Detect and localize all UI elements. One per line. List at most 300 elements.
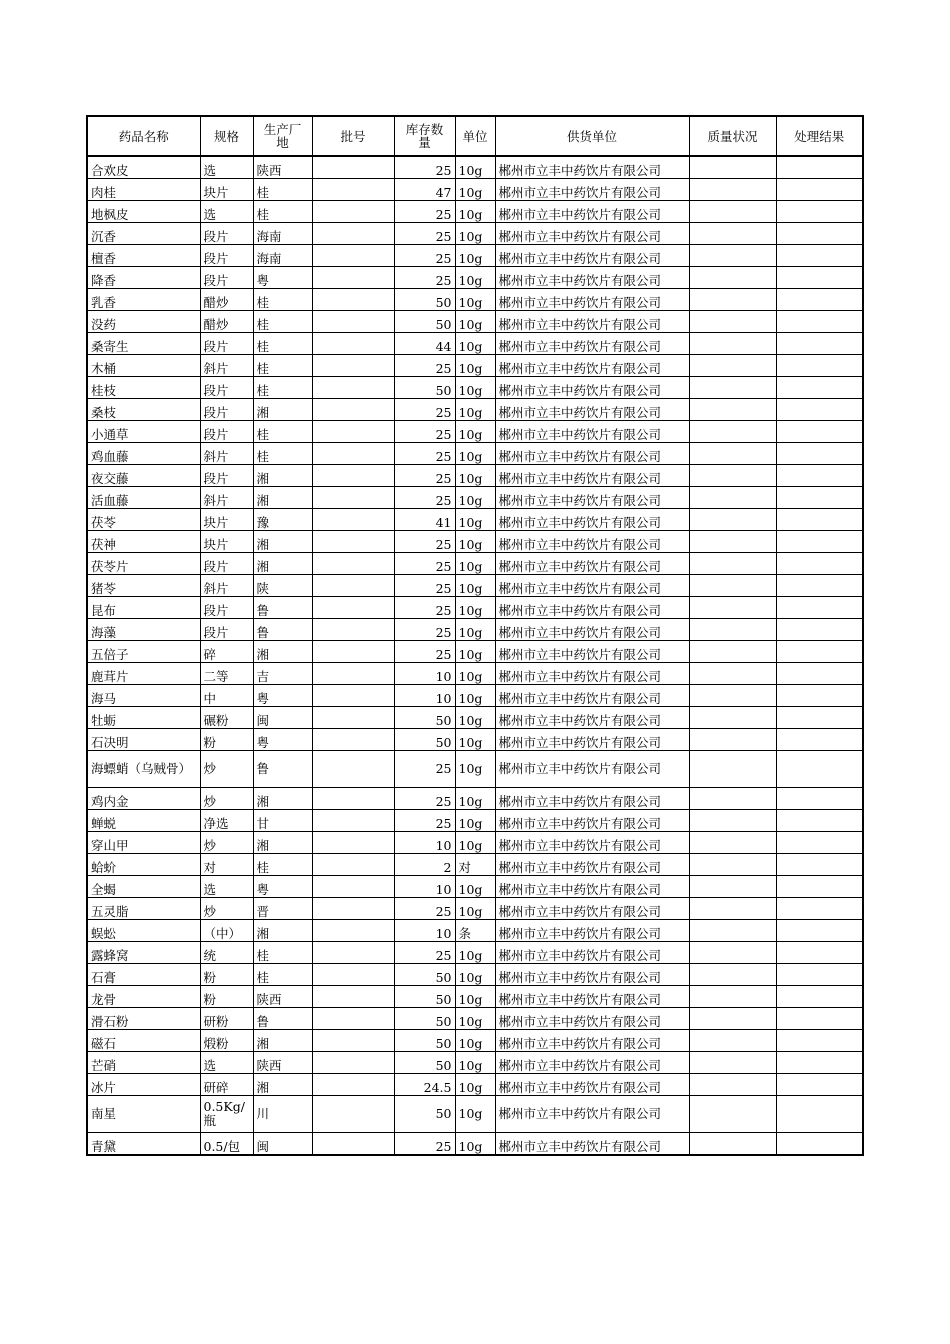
cell-spec: 段片 [200,333,253,355]
cell-supplier: 郴州市立丰中药饮片有限公司 [495,986,689,1008]
cell-spec: 段片 [200,245,253,267]
cell-origin: 桂 [253,942,312,964]
cell-quantity: 25 [394,399,455,421]
cell-supplier: 郴州市立丰中药饮片有限公司 [495,1052,689,1074]
cell-name: 降香 [87,267,200,289]
cell-spec: 醋炒 [200,289,253,311]
cell-quality [689,1096,776,1133]
cell-unit: 10g [455,575,495,597]
cell-unit: 10g [455,465,495,487]
cell-origin: 鲁 [253,619,312,641]
cell-supplier: 郴州市立丰中药饮片有限公司 [495,201,689,223]
cell-unit: 10g [455,421,495,443]
cell-spec: 选 [200,201,253,223]
cell-result [776,311,863,333]
cell-quality [689,311,776,333]
cell-result [776,619,863,641]
cell-quantity: 25 [394,223,455,245]
cell-unit: 10g [455,876,495,898]
cell-spec: 粉 [200,986,253,1008]
table-row [87,832,863,854]
cell-supplier: 郴州市立丰中药饮片有限公司 [495,1008,689,1030]
cell-origin: 湘 [253,641,312,663]
cell-quantity: 50 [394,1030,455,1052]
cell-quality [689,377,776,399]
cell-result [776,751,863,788]
cell-name: 五灵脂 [87,898,200,920]
cell-name: 五倍子 [87,641,200,663]
cell-batch [312,1096,394,1133]
cell-unit: 10g [455,1030,495,1052]
cell-quality [689,245,776,267]
cell-spec: 炒 [200,751,253,788]
cell-result [776,421,863,443]
cell-quality [689,729,776,751]
cell-supplier: 郴州市立丰中药饮片有限公司 [495,443,689,465]
cell-name: 海藻 [87,619,200,641]
table-row [87,1133,863,1156]
cell-quality [689,1030,776,1052]
cell-supplier: 郴州市立丰中药饮片有限公司 [495,619,689,641]
cell-unit: 10g [455,898,495,920]
cell-spec: 选 [200,876,253,898]
table-row [87,619,863,641]
cell-name: 木桶 [87,355,200,377]
cell-quality [689,619,776,641]
cell-batch [312,289,394,311]
cell-origin: 湘 [253,487,312,509]
cell-quality [689,788,776,810]
table-row [87,399,863,421]
cell-supplier: 郴州市立丰中药饮片有限公司 [495,487,689,509]
cell-quality [689,641,776,663]
cell-batch [312,854,394,876]
cell-supplier: 郴州市立丰中药饮片有限公司 [495,333,689,355]
cell-origin: 湘 [253,399,312,421]
cell-name: 蛤蚧 [87,854,200,876]
cell-origin: 桂 [253,289,312,311]
table-row [87,810,863,832]
header-quantity: 库存数量 [394,116,455,156]
cell-result [776,267,863,289]
cell-origin: 陕西 [253,1052,312,1074]
cell-name: 活血藤 [87,487,200,509]
cell-origin: 湘 [253,531,312,553]
cell-unit: 10g [455,377,495,399]
cell-quantity: 44 [394,333,455,355]
cell-quantity: 50 [394,311,455,333]
cell-quantity: 25 [394,201,455,223]
cell-result [776,1133,863,1156]
cell-quantity: 24.5 [394,1074,455,1096]
cell-supplier: 郴州市立丰中药饮片有限公司 [495,311,689,333]
table-row [87,663,863,685]
table-row [87,788,863,810]
cell-quantity: 25 [394,751,455,788]
cell-spec: 醋炒 [200,311,253,333]
cell-name: 石膏 [87,964,200,986]
cell-spec: 炒 [200,788,253,810]
cell-result [776,832,863,854]
cell-result [776,854,863,876]
cell-quality [689,399,776,421]
cell-quantity: 10 [394,876,455,898]
cell-origin: 海南 [253,223,312,245]
cell-batch [312,920,394,942]
cell-result [776,810,863,832]
table-row [87,179,863,201]
cell-unit: 10g [455,751,495,788]
cell-origin: 桂 [253,443,312,465]
cell-unit: 10g [455,1096,495,1133]
cell-batch [312,788,394,810]
cell-unit: 10g [455,597,495,619]
cell-spec: 段片 [200,597,253,619]
cell-batch [312,597,394,619]
cell-batch [312,553,394,575]
cell-spec: 0.5Kg/瓶 [200,1096,253,1133]
cell-batch [312,1052,394,1074]
cell-result [776,465,863,487]
cell-origin: 闽 [253,707,312,729]
cell-unit: 10g [455,729,495,751]
cell-unit: 10g [455,531,495,553]
cell-batch [312,443,394,465]
cell-result [776,245,863,267]
cell-supplier: 郴州市立丰中药饮片有限公司 [495,575,689,597]
cell-batch [312,641,394,663]
cell-quality [689,289,776,311]
table-row [87,201,863,223]
cell-supplier: 郴州市立丰中药饮片有限公司 [495,399,689,421]
cell-supplier: 郴州市立丰中药饮片有限公司 [495,1074,689,1096]
cell-quality [689,964,776,986]
cell-spec: 斜片 [200,487,253,509]
cell-supplier: 郴州市立丰中药饮片有限公司 [495,707,689,729]
cell-origin: 粤 [253,685,312,707]
cell-quality [689,1008,776,1030]
cell-supplier: 郴州市立丰中药饮片有限公司 [495,788,689,810]
cell-name: 夜交藤 [87,465,200,487]
cell-unit: 10g [455,311,495,333]
cell-result [776,575,863,597]
cell-unit: 10g [455,333,495,355]
header-name: 药品名称 [87,116,200,156]
cell-unit: 10g [455,832,495,854]
cell-spec: 粉 [200,729,253,751]
cell-spec: 碾粉 [200,707,253,729]
table-row [87,245,863,267]
cell-name: 茯苓 [87,509,200,531]
table-row [87,289,863,311]
cell-spec: 段片 [200,399,253,421]
cell-spec: 碎 [200,641,253,663]
cell-quantity: 25 [394,641,455,663]
cell-origin: 桂 [253,854,312,876]
table-row [87,641,863,663]
table-row [87,707,863,729]
table-row [87,964,863,986]
cell-spec: 粉 [200,964,253,986]
header-spec: 规格 [200,116,253,156]
cell-origin: 湘 [253,553,312,575]
cell-quality [689,832,776,854]
cell-spec: 斜片 [200,443,253,465]
header-supplier: 供货单位 [495,116,689,156]
cell-quantity: 25 [394,355,455,377]
cell-name: 小通草 [87,421,200,443]
cell-batch [312,986,394,1008]
cell-name: 海螵蛸（乌贼骨） [87,751,200,788]
cell-result [776,443,863,465]
cell-quality [689,1074,776,1096]
cell-quality [689,201,776,223]
cell-supplier: 郴州市立丰中药饮片有限公司 [495,355,689,377]
cell-unit: 10g [455,641,495,663]
cell-supplier: 郴州市立丰中药饮片有限公司 [495,267,689,289]
cell-quantity: 10 [394,663,455,685]
cell-name: 石决明 [87,729,200,751]
cell-quantity: 47 [394,179,455,201]
cell-origin: 湘 [253,1030,312,1052]
cell-quality [689,421,776,443]
cell-unit: 10g [455,788,495,810]
cell-supplier: 郴州市立丰中药饮片有限公司 [495,876,689,898]
cell-quantity: 41 [394,509,455,531]
cell-result [776,289,863,311]
header-unit: 单位 [455,116,495,156]
cell-spec: 块片 [200,531,253,553]
cell-quantity: 25 [394,465,455,487]
table-row [87,509,863,531]
cell-quality [689,810,776,832]
cell-unit: 10g [455,1008,495,1030]
cell-origin: 湘 [253,465,312,487]
cell-supplier: 郴州市立丰中药饮片有限公司 [495,421,689,443]
cell-batch [312,201,394,223]
header-origin: 生产厂地 [253,116,312,156]
cell-quality [689,267,776,289]
cell-origin: 桂 [253,333,312,355]
cell-origin: 湘 [253,920,312,942]
cell-origin: 鲁 [253,751,312,788]
cell-quantity: 50 [394,707,455,729]
cell-spec: 统 [200,942,253,964]
cell-quantity: 25 [394,443,455,465]
table-row [87,1008,863,1030]
cell-quality [689,443,776,465]
cell-supplier: 郴州市立丰中药饮片有限公司 [495,509,689,531]
cell-result [776,1030,863,1052]
cell-supplier: 郴州市立丰中药饮片有限公司 [495,1096,689,1133]
cell-unit: 10g [455,964,495,986]
cell-origin: 陕西 [253,986,312,1008]
cell-unit: 10g [455,663,495,685]
cell-unit: 10g [455,1133,495,1156]
cell-name: 冰片 [87,1074,200,1096]
table-row [87,898,863,920]
cell-unit: 10g [455,986,495,1008]
cell-spec: （中） [200,920,253,942]
cell-quantity: 25 [394,1133,455,1156]
cell-origin: 陕西 [253,156,312,179]
cell-spec: 选 [200,1052,253,1074]
cell-result [776,685,863,707]
cell-batch [312,267,394,289]
cell-result [776,377,863,399]
cell-batch [312,964,394,986]
cell-batch [312,575,394,597]
table-row [87,421,863,443]
cell-spec: 段片 [200,465,253,487]
cell-result [776,531,863,553]
cell-quantity: 10 [394,920,455,942]
cell-name: 桑寄生 [87,333,200,355]
cell-quantity: 50 [394,289,455,311]
cell-origin: 湘 [253,788,312,810]
cell-spec: 中 [200,685,253,707]
table-row [87,267,863,289]
cell-result [776,920,863,942]
table-row [87,1096,863,1133]
cell-quality [689,854,776,876]
cell-quantity: 25 [394,156,455,179]
cell-unit: 10g [455,1052,495,1074]
cell-spec: 段片 [200,267,253,289]
cell-origin: 川 [253,1096,312,1133]
cell-supplier: 郴州市立丰中药饮片有限公司 [495,729,689,751]
cell-spec: 二等 [200,663,253,685]
cell-unit: 10g [455,289,495,311]
cell-batch [312,1008,394,1030]
cell-spec: 炒 [200,898,253,920]
cell-unit: 10g [455,509,495,531]
table-row [87,729,863,751]
cell-name: 猪苓 [87,575,200,597]
cell-name: 海马 [87,685,200,707]
cell-name: 桑枝 [87,399,200,421]
cell-result [776,942,863,964]
cell-name: 蝉蜕 [87,810,200,832]
cell-name: 芒硝 [87,1052,200,1074]
table-row [87,531,863,553]
table-row [87,553,863,575]
cell-quality [689,223,776,245]
cell-quality [689,575,776,597]
cell-origin: 粤 [253,729,312,751]
cell-quality [689,179,776,201]
cell-unit: 10g [455,201,495,223]
cell-name: 鹿茸片 [87,663,200,685]
cell-supplier: 郴州市立丰中药饮片有限公司 [495,553,689,575]
cell-batch [312,333,394,355]
cell-supplier: 郴州市立丰中药饮片有限公司 [495,289,689,311]
cell-quantity: 25 [394,531,455,553]
cell-unit: 10g [455,810,495,832]
cell-batch [312,1074,394,1096]
cell-name: 肉桂 [87,179,200,201]
cell-batch [312,465,394,487]
cell-spec: 净选 [200,810,253,832]
cell-spec: 研粉 [200,1008,253,1030]
cell-unit: 10g [455,685,495,707]
header-batch: 批号 [312,116,394,156]
cell-quality [689,531,776,553]
cell-result [776,898,863,920]
cell-spec: 0.5/包 [200,1133,253,1156]
cell-origin: 桂 [253,355,312,377]
cell-name: 地枫皮 [87,201,200,223]
cell-quality [689,156,776,179]
inventory-table [86,115,864,1156]
cell-supplier: 郴州市立丰中药饮片有限公司 [495,898,689,920]
cell-quantity: 50 [394,986,455,1008]
cell-name: 鸡内金 [87,788,200,810]
cell-batch [312,898,394,920]
cell-quantity: 25 [394,487,455,509]
cell-result [776,223,863,245]
cell-result [776,355,863,377]
cell-result [776,399,863,421]
cell-batch [312,832,394,854]
cell-supplier: 郴州市立丰中药饮片有限公司 [495,751,689,788]
cell-name: 沉香 [87,223,200,245]
cell-unit: 10g [455,355,495,377]
cell-batch [312,1133,394,1156]
cell-supplier: 郴州市立丰中药饮片有限公司 [495,245,689,267]
cell-batch [312,729,394,751]
cell-supplier: 郴州市立丰中药饮片有限公司 [495,964,689,986]
cell-spec: 段片 [200,223,253,245]
cell-unit: 10g [455,399,495,421]
cell-batch [312,156,394,179]
cell-supplier: 郴州市立丰中药饮片有限公司 [495,854,689,876]
cell-result [776,509,863,531]
cell-quantity: 25 [394,619,455,641]
table-row [87,1030,863,1052]
cell-result [776,1008,863,1030]
cell-supplier: 郴州市立丰中药饮片有限公司 [495,920,689,942]
cell-quality [689,920,776,942]
cell-result [776,1096,863,1133]
cell-name: 牡蛎 [87,707,200,729]
cell-batch [312,355,394,377]
cell-quantity: 25 [394,245,455,267]
cell-spec: 研碎 [200,1074,253,1096]
cell-batch [312,179,394,201]
cell-result [776,986,863,1008]
cell-batch [312,685,394,707]
cell-quality [689,898,776,920]
cell-spec: 炒 [200,832,253,854]
table-row [87,487,863,509]
cell-origin: 闽 [253,1133,312,1156]
cell-quality [689,876,776,898]
cell-origin: 桂 [253,201,312,223]
cell-supplier: 郴州市立丰中药饮片有限公司 [495,1030,689,1052]
cell-name: 合欢皮 [87,156,200,179]
cell-result [776,553,863,575]
cell-origin: 豫 [253,509,312,531]
cell-batch [312,619,394,641]
table-row [87,333,863,355]
cell-quantity: 10 [394,832,455,854]
cell-origin: 桂 [253,421,312,443]
header-quality: 质量状况 [689,116,776,156]
cell-quantity: 25 [394,421,455,443]
cell-quality [689,597,776,619]
cell-quantity: 25 [394,942,455,964]
